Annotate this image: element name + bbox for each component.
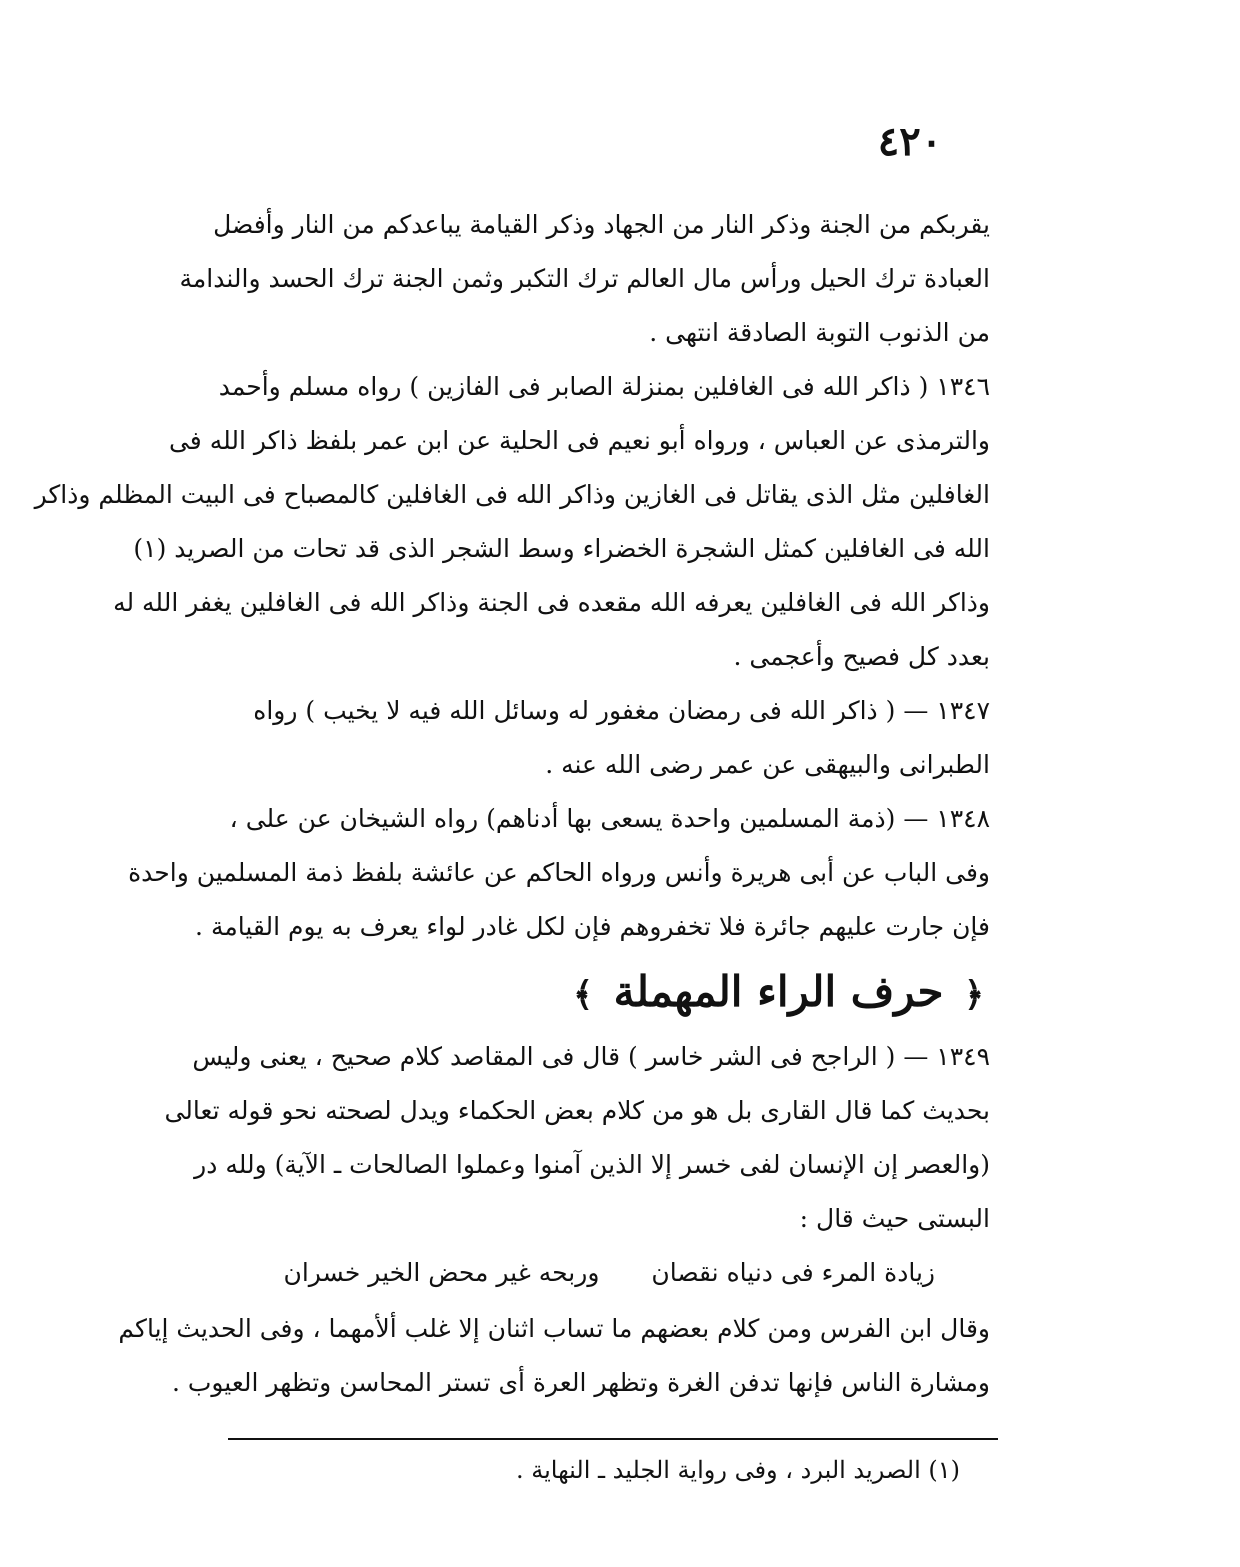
section-heading bbox=[190, 954, 990, 1030]
text-line: البستى حيث قال : bbox=[799, 1204, 990, 1233]
heading-open-bracket: ﴿ bbox=[964, 975, 984, 1015]
heading-close-bracket: ﴾ bbox=[573, 975, 594, 1015]
text-line: والترمذى عن العباس ، ورواه أبو نعيم فى الحلية عن ابن عمر بلفظ ذاكر الله فى bbox=[168, 426, 990, 455]
text-line: الله فى الغافلين كمثل الشجرة الخضراء وسط الشجر الذى قد تحات من الصريد (١) bbox=[133, 534, 990, 563]
text-line: وذاكر الله فى الغافلين يعرفه الله مقعده فى الجنة وذاكر الله فى الغافلين يغفر الله له bbox=[113, 588, 990, 617]
text-line: الطبرانى والبيهقى عن عمر رضى الله عنه . bbox=[545, 750, 990, 779]
poetry-verse bbox=[190, 1246, 990, 1302]
hadith-1347-line: ١٣٤٧ — ( ذاكر الله فى رمضان مغفور له وسائل الله فيه لا يخيب ) رواه bbox=[253, 696, 990, 725]
text-line: وفى الباب عن أبى هريرة وأنس ورواه الحاكم عن عائشة بلفظ ذمة المسلمين واحدة bbox=[128, 858, 990, 887]
text-line: بحديث كما قال القارى بل هو من كلام بعض الحكماء ويدل لصحته نحو قوله تعالى bbox=[164, 1096, 990, 1125]
verse-second-hemistich: وربحه غير محض الخير خسران bbox=[283, 1258, 600, 1287]
text-line: العبادة ترك الحيل ورأس مال العالم ترك التكبر وثمن الجنة ترك الحسد والندامة bbox=[179, 264, 990, 293]
text-line: وقال ابن الفرس ومن كلام بعضهم ما تساب اثنان إلا غلب ألأمهما ، وفى الحديث إياكم bbox=[118, 1314, 990, 1343]
text-line: يقربكم من الجنة وذكر النار من الجهاد وذكر القيامة يباعدكم من النار وأفضل bbox=[213, 210, 990, 239]
main-text bbox=[34, 198, 990, 1410]
footnote-divider bbox=[228, 1438, 998, 1440]
text-line: بعدد كل فصيح وأعجمى . bbox=[733, 642, 990, 671]
text-line: (والعصر إن الإنسان لفى خسر إلا الذين آمنوا وعملوا الصالحات ـ الآية) ولله در bbox=[194, 1150, 990, 1179]
text-line: ومشارة الناس فإنها تدفن الغرة وتظهر العرة أى تستر المحاسن وتظهر العيوب . bbox=[171, 1368, 990, 1397]
hadith-1346-line: ١٣٤٦ ( ذاكر الله فى الغافلين بمنزلة الصابر فى الفازين ) رواه مسلم وأحمد bbox=[218, 372, 990, 401]
hadith-1349-line: ١٣٤٩ — ( الراجح فى الشر خاسر ) قال فى المقاصد كلام صحيح ، يعنى وليس bbox=[192, 1042, 990, 1071]
hadith-1348-line: ١٣٤٨ — (ذمة المسلمين واحدة يسعى بها أدناهم) رواه الشيخان عن على ، bbox=[229, 804, 990, 833]
footnote: (١) الصريد البرد ، وفى رواية الجليد ـ النهاية . bbox=[515, 1456, 960, 1484]
page-number: ٤٢٠ bbox=[877, 118, 943, 165]
text-line: الغافلين مثل الذى يقاتل فى الغازين وذاكر الله فى الغافلين كالمصباح فى البيت المظلم وذاكر bbox=[34, 480, 990, 509]
verse-first-hemistich: زيادة المرء فى دنياه نقصان bbox=[651, 1258, 935, 1287]
heading-text: حرف الراء المهملة bbox=[613, 967, 944, 1016]
text-line: فإن جارت عليهم جائرة فلا تخفروهم فإن لكل غادر لواء يعرف به يوم القيامة . bbox=[195, 912, 990, 941]
text-line: من الذنوب التوبة الصادقة انتهى . bbox=[649, 318, 990, 347]
